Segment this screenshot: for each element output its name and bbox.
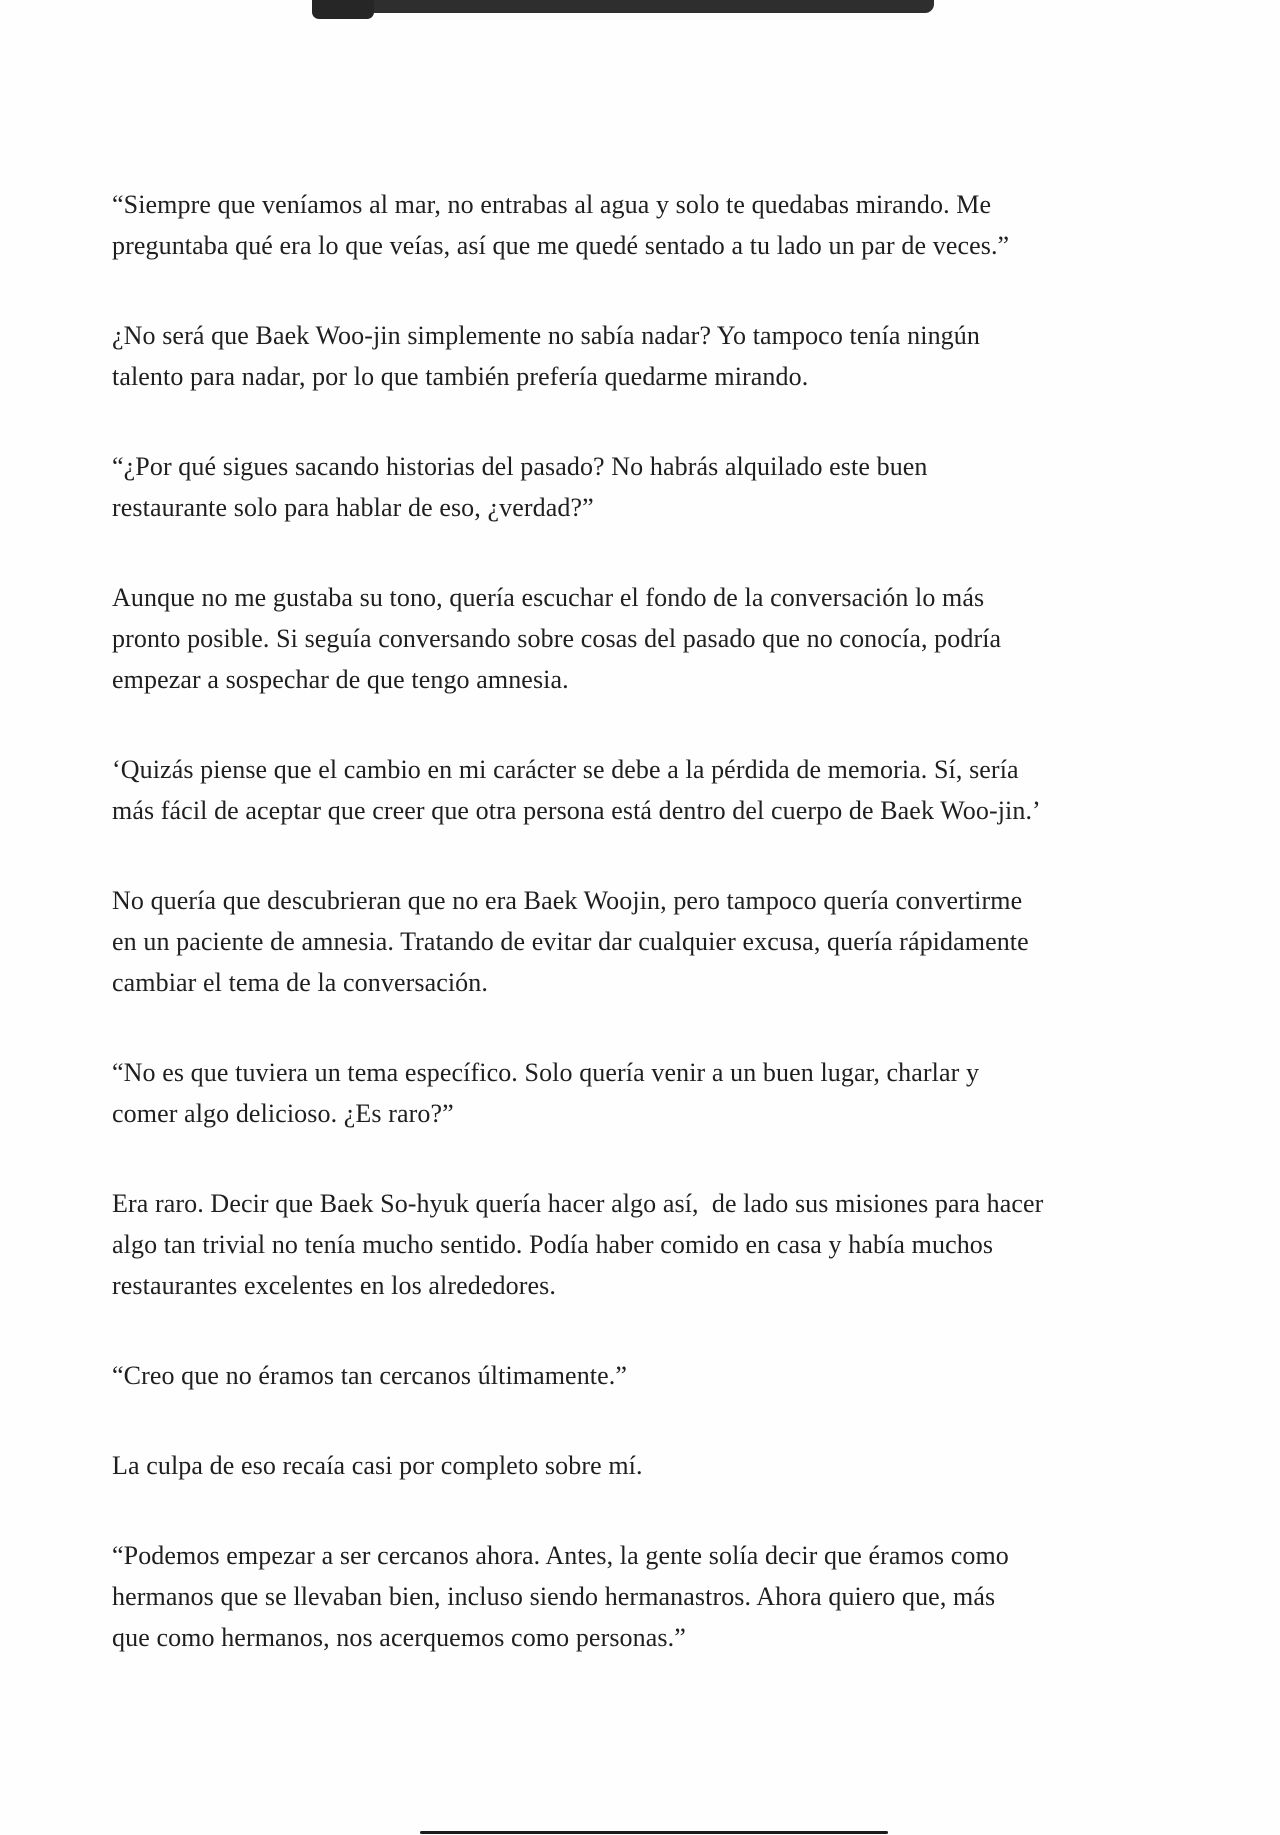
text-line: La culpa de eso recaía casi por completo sobre mí.	[112, 1451, 643, 1480]
text-line: ¿No será que Baek Woo-jin simplemente no sabía nadar? Yo tampoco tenía ningún	[112, 321, 980, 350]
text-line: Era raro. Decir que Baek So-hyuk quería hacer algo así, de lado sus misiones para hacer	[112, 1189, 1044, 1218]
text-line: No quería que descubrieran que no era Baek Woojin, pero tampoco quería convertirme	[112, 886, 1023, 915]
text-line: talento para nadar, por lo que también prefería quedarme mirando.	[112, 362, 809, 391]
text-line: Aunque no me gustaba su tono, quería escuchar el fondo de la conversación lo más	[112, 583, 985, 612]
text-line: “Creo que no éramos tan cercanos últimamente.”	[112, 1361, 628, 1390]
text-line: pronto posible. Si seguía conversando sobre cosas del pasado que no conocía, podría	[112, 624, 1002, 653]
text-line: ‘Quizás piense que el cambio en mi carácter se debe a la pérdida de memoria. Sí, sería	[112, 755, 1019, 784]
text-line: empezar a sospechar de que tengo amnesia.	[112, 665, 569, 694]
paragraph	[112, 1355, 1212, 1396]
top-chrome-bar	[312, 0, 934, 13]
paragraph	[112, 1183, 1212, 1306]
bottom-indicator-line	[420, 1831, 888, 1834]
text-line: “¿Por qué sigues sacando historias del pasado? No habrás alquilado este buen	[112, 452, 928, 481]
text-line: “Podemos empezar a ser cercanos ahora. Antes, la gente solía decir que éramos como	[112, 1541, 1009, 1570]
text-line: cambiar el tema de la conversación.	[112, 968, 488, 997]
text-line: “No es que tuviera un tema específico. Solo quería venir a un buen lugar, charlar y	[112, 1058, 980, 1087]
paragraph	[112, 315, 1212, 397]
text-line: restaurantes excelentes en los alrededores.	[112, 1271, 556, 1300]
paragraph	[112, 1535, 1212, 1658]
text-line: hermanos que se llevaban bien, incluso siendo hermanastros. Ahora quiero que, más	[112, 1582, 996, 1611]
top-chrome-bar-tab	[312, 0, 374, 19]
paragraph	[112, 749, 1212, 831]
paragraph	[112, 184, 1212, 266]
paragraph	[112, 1445, 1212, 1486]
paragraph	[112, 880, 1212, 1003]
text-line: en un paciente de amnesia. Tratando de evitar dar cualquier excusa, quería rápidamente	[112, 927, 1029, 956]
paragraph	[112, 577, 1212, 700]
paragraph	[112, 446, 1212, 528]
text-line: “Siempre que veníamos al mar, no entrabas al agua y solo te quedabas mirando. Me	[112, 190, 992, 219]
paragraph	[112, 1052, 1212, 1134]
text-line: preguntaba qué era lo que veías, así que me quedé sentado a tu lado un par de veces.”	[112, 231, 1010, 260]
chapter-text	[112, 184, 1212, 1707]
text-line: más fácil de aceptar que creer que otra persona está dentro del cuerpo de Baek Woo-jin.’	[112, 796, 1041, 825]
text-line: comer algo delicioso. ¿Es raro?”	[112, 1099, 454, 1128]
text-line: restaurante solo para hablar de eso, ¿verdad?”	[112, 493, 594, 522]
text-line: que como hermanos, nos acerquemos como personas.”	[112, 1623, 686, 1652]
text-line: algo tan trivial no tenía mucho sentido. Podía haber comido en casa y había muchos	[112, 1230, 994, 1259]
